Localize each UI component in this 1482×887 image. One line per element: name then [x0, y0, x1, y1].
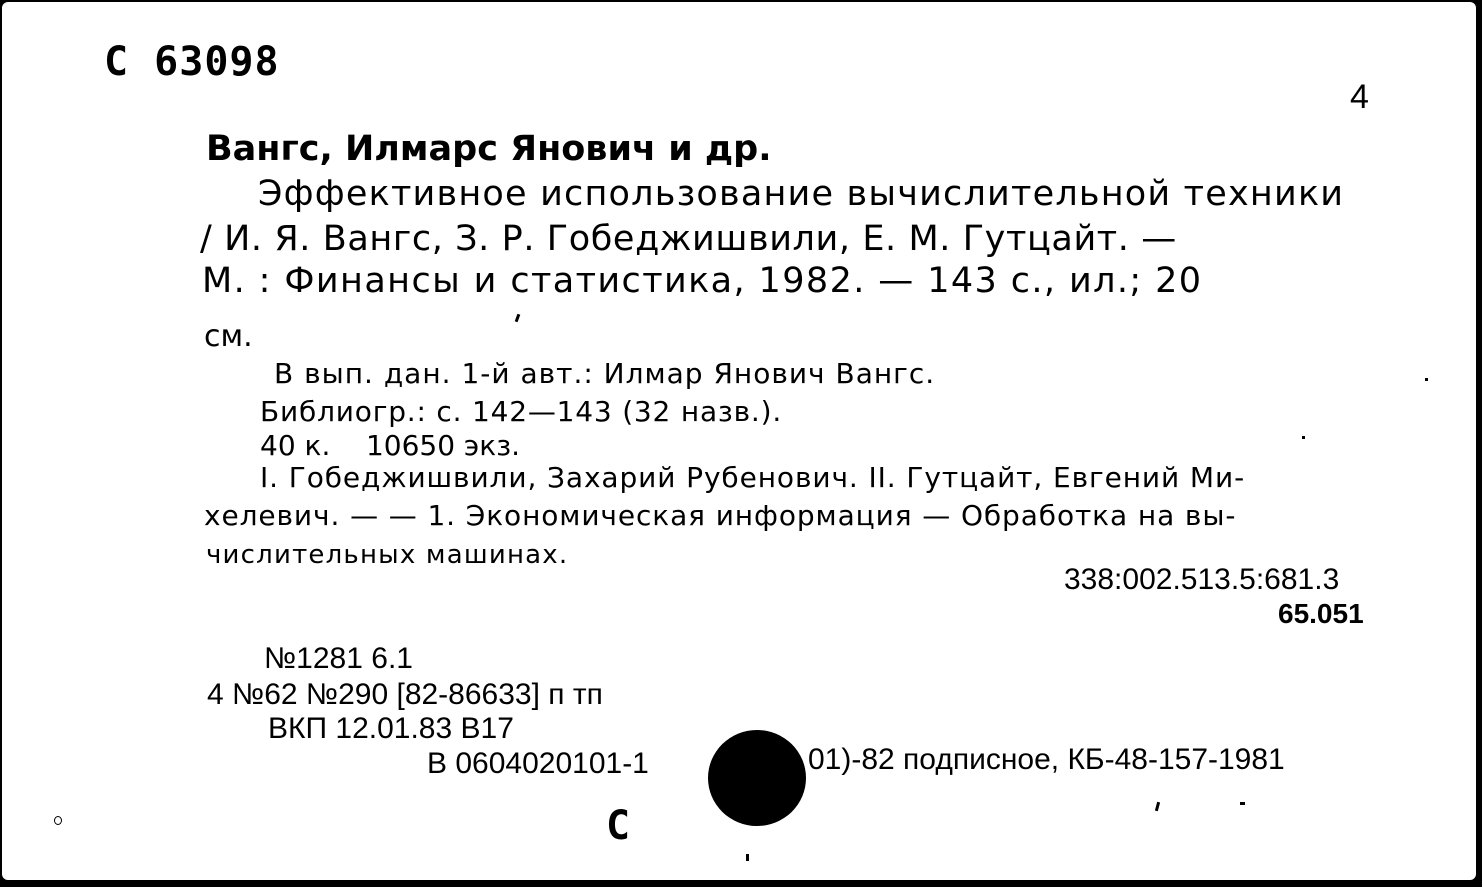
- tracings-line-3: числительных машинах.: [206, 540, 569, 570]
- title-line-4: см.: [204, 319, 253, 354]
- tech-line-2: 4 №62 №290 [82-86633] п тп: [207, 678, 603, 711]
- author-heading: Вангс, Илмарс Янович и др.: [206, 129, 772, 169]
- bottom-mark: С: [606, 803, 631, 849]
- page-mark: 4: [1350, 78, 1369, 116]
- catalog-card: [2, 2, 1476, 880]
- speck: [1240, 802, 1245, 805]
- note-price-copies: 40 к. 10650 экз.: [260, 429, 520, 462]
- note-first-author: В вып. дан. 1-й авт.: Илмар Янович Вангс.: [274, 357, 936, 390]
- speck: [515, 314, 521, 323]
- title-line-2: / И. Я. Вангс, З. Р. Гобеджишвили, Е. М. Гутцайт. —: [200, 219, 1177, 259]
- speck: [1155, 802, 1160, 811]
- call-number: С 63098: [104, 39, 280, 85]
- bbk-code: 65.051: [1278, 598, 1364, 629]
- speck: [1302, 436, 1305, 439]
- title-line-3: М. : Финансы и статистика, 1982. — 143 с., ил.; 20: [202, 261, 1203, 301]
- speck: [1425, 378, 1428, 381]
- ink-blot: [708, 730, 806, 826]
- tech-line-1: №1281 6.1: [264, 642, 413, 675]
- tech-line-4-right: 01)-82 подписное, КБ-48-157-1981: [808, 743, 1285, 776]
- tech-line-4-left: В 0604020101-1: [427, 747, 649, 780]
- tracings-line-2: хелевич. — — 1. Экономическая информация — Обработка на вы-: [204, 499, 1237, 532]
- title-line-1: Эффективное использование вычислительной техники: [258, 174, 1345, 214]
- udc-code: 338:002.513.5:681.3: [1064, 563, 1340, 596]
- tech-line-3: ВКП 12.01.83 В17: [268, 712, 514, 745]
- speck: [54, 816, 62, 825]
- tracings-line-1: I. Гобеджишвили, Захарий Рубенович. II. Гутцайт, Евгений Ми-: [260, 461, 1246, 494]
- speck: [746, 854, 749, 861]
- note-bibliography: Библиогр.: с. 142—143 (32 назв.).: [260, 395, 783, 428]
